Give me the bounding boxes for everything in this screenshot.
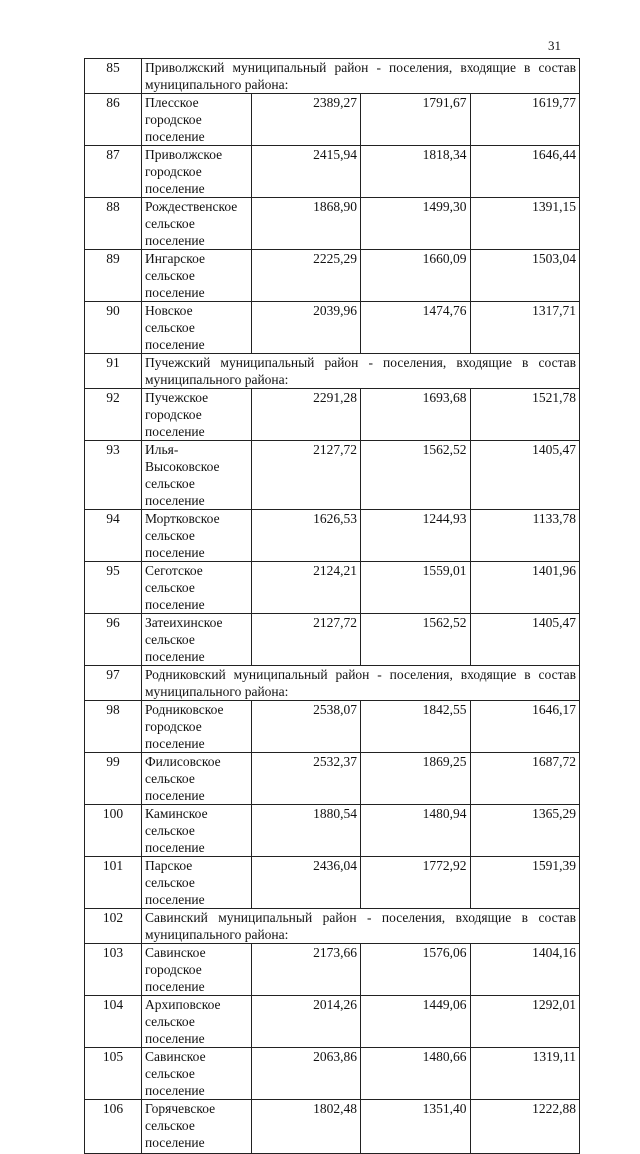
table-group-row [85,909,580,944]
value-cell-3: 1646,17 [470,701,580,753]
settlement-name-cell [142,198,252,250]
value-cell-3: 1619,77 [470,94,580,146]
value-cell-2: 1559,01 [361,562,471,614]
row-number-cell: 88 [85,198,142,250]
settlement-name: Парское [145,858,193,873]
value-cell-3: 1687,72 [470,753,580,805]
table-row [85,198,580,250]
settlement-type: сельское поселение [145,216,205,248]
row-number-cell: 105 [85,1048,142,1100]
table-row [85,701,580,753]
settlements-table [84,58,580,1154]
settlement-name-cell [142,1048,252,1100]
value-cell-3: 1591,39 [470,857,580,909]
settlement-name: Илья-Высоковское [145,442,220,474]
settlement-type: городское поселение [145,164,205,196]
settlement-type: сельское поселение [145,1014,205,1046]
value-cell-1: 1626,53 [251,510,361,562]
settlement-type: сельское поселение [145,771,205,803]
value-cell-2: 1499,30 [361,198,471,250]
district-group-heading: Пучежский муниципальный район - поселения, входящие в состав муниципального района: [142,354,580,389]
value-cell-1: 2124,21 [251,562,361,614]
settlement-type: сельское поселение [145,580,205,612]
settlement-name-cell [142,146,252,198]
settlement-type: сельское поселение [145,1066,205,1098]
row-number-cell: 92 [85,389,142,441]
value-cell-2: 1449,06 [361,996,471,1048]
value-cell-2: 1562,52 [361,614,471,666]
value-cell-1: 1868,90 [251,198,361,250]
table-row [85,996,580,1048]
district-group-heading: Приволжский муниципальный район - поселения, входящие в состав муниципального района: [142,59,580,94]
settlement-name: Филисовское [145,754,221,769]
district-group-heading: Родниковский муниципальный район - поселения, входящие в состав муниципального района: [142,666,580,701]
settlement-name: Мортковское [145,511,220,526]
table-row [85,805,580,857]
value-cell-1: 2532,37 [251,753,361,805]
value-cell-3: 1401,96 [470,562,580,614]
value-cell-2: 1791,67 [361,94,471,146]
settlement-name: Затеихинское [145,615,223,630]
table-body [85,59,580,1154]
value-cell-3: 1365,29 [470,805,580,857]
row-number-cell: 94 [85,510,142,562]
value-cell-2: 1244,93 [361,510,471,562]
settlement-type: сельское поселение [145,875,205,907]
table-group-row [85,59,580,94]
settlement-name: Плесское [145,95,199,110]
value-cell-1: 1880,54 [251,805,361,857]
settlement-name: Сеготское [145,563,203,578]
settlement-name-cell [142,805,252,857]
row-number-cell: 96 [85,614,142,666]
value-cell-2: 1480,94 [361,805,471,857]
value-cell-3: 1319,11 [470,1048,580,1100]
value-cell-2: 1474,76 [361,302,471,354]
row-number-cell: 89 [85,250,142,302]
table-row [85,441,580,510]
row-number-cell: 103 [85,944,142,996]
row-number-cell: 99 [85,753,142,805]
value-cell-1: 1802,48 [251,1100,361,1154]
table-row [85,302,580,354]
page-number: 31 [548,38,561,53]
value-cell-3: 1133,78 [470,510,580,562]
value-cell-2: 1869,25 [361,753,471,805]
settlement-name: Ингарское [145,251,206,266]
value-cell-3: 1317,71 [470,302,580,354]
row-number-cell: 97 [85,666,142,701]
value-cell-2: 1351,40 [361,1100,471,1154]
settlement-name-cell [142,441,252,510]
value-cell-3: 1222,88 [470,1100,580,1154]
row-number-cell: 91 [85,354,142,389]
settlement-name-cell [142,250,252,302]
settlement-name-cell [142,753,252,805]
settlement-name: Рождественское [145,199,238,214]
table-row [85,250,580,302]
row-number-cell: 90 [85,302,142,354]
value-cell-3: 1521,78 [470,389,580,441]
value-cell-2: 1842,55 [361,701,471,753]
table-group-row [85,666,580,701]
settlement-name: Родниковское [145,702,224,717]
value-cell-1: 2538,07 [251,701,361,753]
settlement-name: Савинское [145,945,206,960]
value-cell-3: 1404,16 [470,944,580,996]
settlement-type: сельское поселение [145,268,205,300]
value-cell-3: 1405,47 [470,614,580,666]
table-row [85,562,580,614]
value-cell-1: 2127,72 [251,441,361,510]
table-row [85,1100,580,1154]
settlement-name: Горячевское [145,1101,216,1116]
value-cell-2: 1562,52 [361,441,471,510]
value-cell-2: 1693,68 [361,389,471,441]
settlement-name-cell [142,614,252,666]
settlement-name: Приволжское [145,147,223,162]
value-cell-2: 1576,06 [361,944,471,996]
settlement-type: сельское поселение [145,476,205,508]
value-cell-3: 1391,15 [470,198,580,250]
table-row [85,94,580,146]
value-cell-1: 2173,66 [251,944,361,996]
district-group-heading: Савинский муниципальный район - поселения, входящие в состав муниципального района: [142,909,580,944]
settlement-type: сельское поселение [145,320,205,352]
settlement-name: Пучежское [145,390,209,405]
table-group-row [85,354,580,389]
settlement-type: городское поселение [145,962,205,994]
settlement-name-cell [142,302,252,354]
row-number-cell: 87 [85,146,142,198]
settlement-name-cell [142,562,252,614]
row-number-cell: 98 [85,701,142,753]
row-number-cell: 101 [85,857,142,909]
value-cell-2: 1660,09 [361,250,471,302]
table-row [85,1048,580,1100]
row-number-cell: 106 [85,1100,142,1154]
table-row [85,389,580,441]
row-number-cell: 85 [85,59,142,94]
value-cell-1: 2415,94 [251,146,361,198]
settlement-name-cell [142,94,252,146]
value-cell-1: 2039,96 [251,302,361,354]
row-number-cell: 102 [85,909,142,944]
settlement-name-cell [142,857,252,909]
settlement-name-cell [142,510,252,562]
value-cell-1: 2291,28 [251,389,361,441]
value-cell-2: 1772,92 [361,857,471,909]
settlement-name: Савинское [145,1049,206,1064]
settlement-name-cell [142,996,252,1048]
settlement-name-cell [142,944,252,996]
row-number-cell: 93 [85,441,142,510]
settlement-type: сельское поселение [145,1118,205,1150]
value-cell-3: 1292,01 [470,996,580,1048]
settlement-name: Новское [145,303,193,318]
value-cell-1: 2063,86 [251,1048,361,1100]
row-number-cell: 95 [85,562,142,614]
row-number-cell: 104 [85,996,142,1048]
value-cell-1: 2014,26 [251,996,361,1048]
table-row [85,614,580,666]
value-cell-3: 1405,47 [470,441,580,510]
settlement-type: сельское поселение [145,632,205,664]
value-cell-1: 2127,72 [251,614,361,666]
settlement-type: сельское поселение [145,823,205,855]
value-cell-3: 1503,04 [470,250,580,302]
settlement-type: сельское поселение [145,528,205,560]
settlement-name-cell [142,389,252,441]
value-cell-1: 2225,29 [251,250,361,302]
settlement-type: городское поселение [145,719,205,751]
value-cell-1: 2436,04 [251,857,361,909]
table-row [85,944,580,996]
value-cell-2: 1818,34 [361,146,471,198]
settlement-name-cell [142,701,252,753]
row-number-cell: 100 [85,805,142,857]
settlement-name: Архиповское [145,997,221,1012]
table-row [85,753,580,805]
settlement-type: городское поселение [145,112,205,144]
table-row [85,857,580,909]
row-number-cell: 86 [85,94,142,146]
table-row [85,510,580,562]
settlement-name: Каминское [145,806,208,821]
settlement-name-cell [142,1100,252,1154]
settlement-type: городское поселение [145,407,205,439]
value-cell-2: 1480,66 [361,1048,471,1100]
value-cell-1: 2389,27 [251,94,361,146]
table-row [85,146,580,198]
value-cell-3: 1646,44 [470,146,580,198]
